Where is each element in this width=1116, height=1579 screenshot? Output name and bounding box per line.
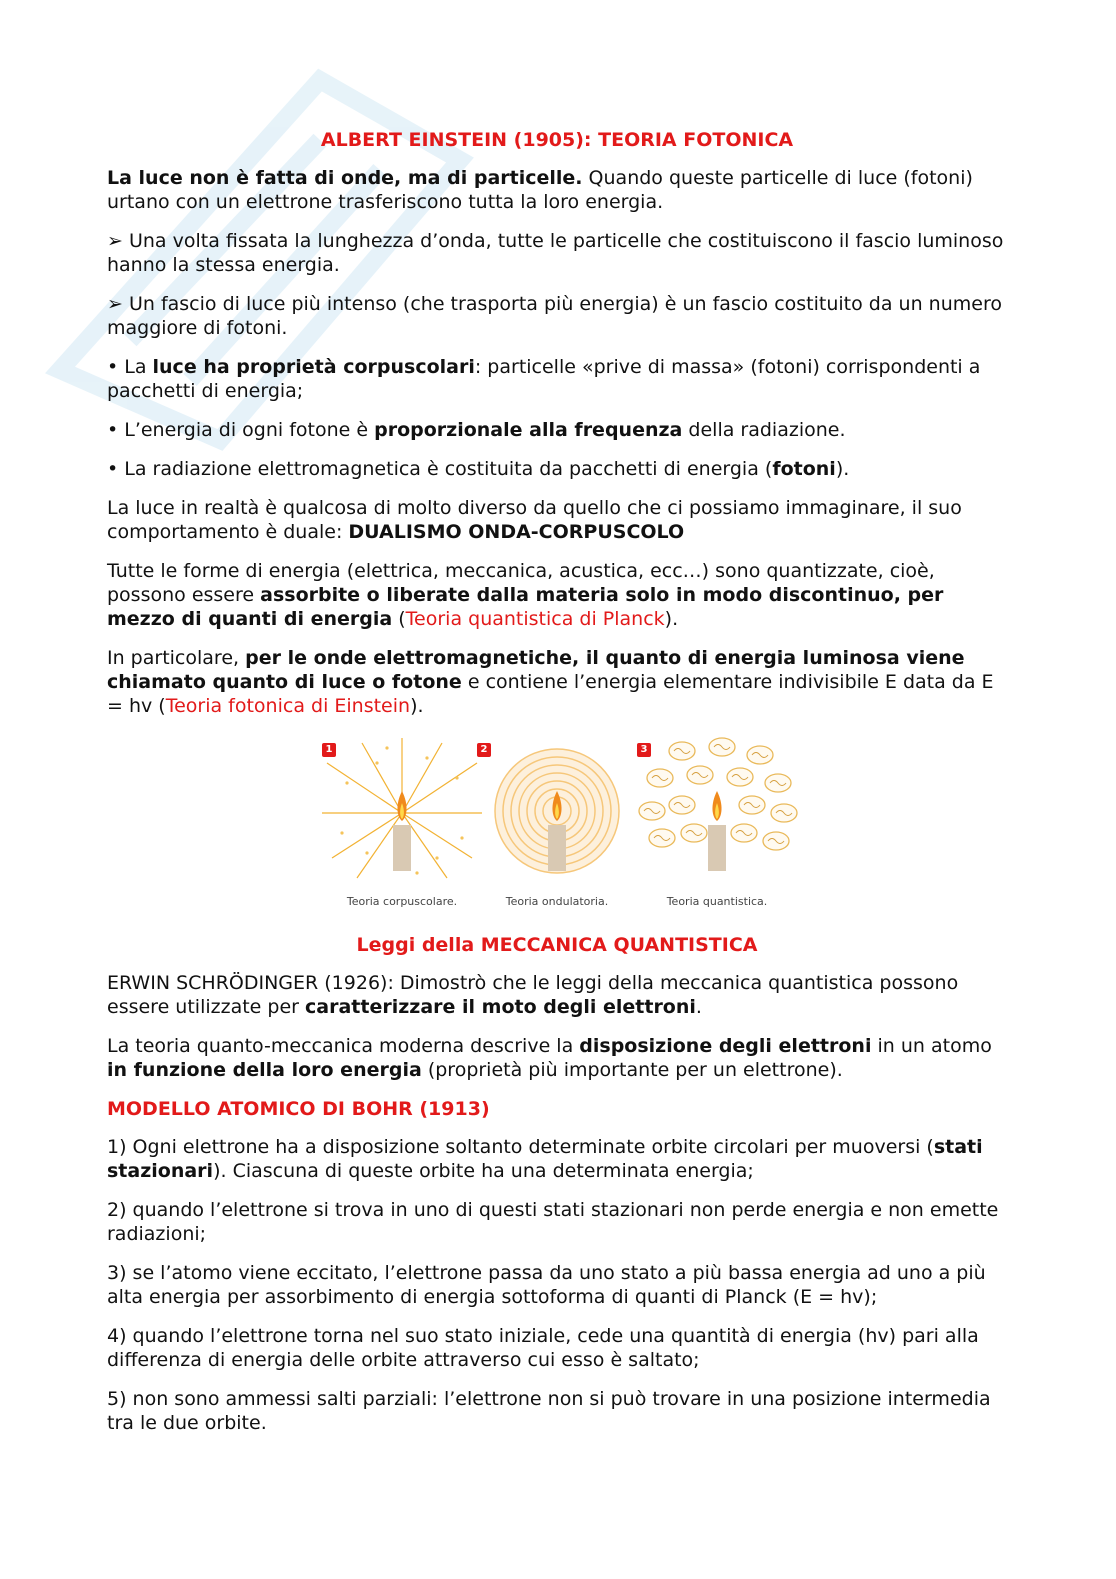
arrow-point-1: ➢ Una volta fissata la lunghezza d’onda, tutte le particelle che costituiscono il fascio luminoso hanno la stessa energia. [107, 230, 1004, 276]
light-theories-figure [107, 733, 1007, 923]
einstein-intro [107, 166, 1007, 214]
panel-number: 3 [637, 743, 651, 757]
photon-paragraph: In particolare, per le onde elettromagnetiche, il quanto di energia luminosa viene chiamato quanto di luce o fotone e contiene l’energia elementare indivisibile E data da E = hv (Teoria fotonica di Einstein). [107, 647, 994, 717]
panel-wave [472, 733, 642, 913]
bullet-frequency: • L’energia di ogni fotone è proporzionale alla frequenza della radiazione. [107, 419, 846, 441]
bohr-point-5: 5) non sono ammessi salti parziali: l’elettrone non si può trovare in una posizione intermedia tra le due orbite. [107, 1388, 991, 1434]
einstein-title: ALBERT EINSTEIN (1905): TEORIA FOTONICA [320, 129, 794, 151]
bohr-point-3: 3) se l’atomo viene eccitato, l’elettrone passa da uno stato a più bassa energia ad uno a più alta energia per assorbimento di energia sottoforma di quanti di Planck (E = hv); [107, 1262, 986, 1308]
panel-caption: Teoria ondulatoria. [505, 895, 609, 908]
bullet-photons: • La radiazione elettromagnetica è costituita da pacchetti di energia (fotoni). [107, 458, 850, 480]
bohr-point-4: 4) quando l’elettrone torna nel suo stato iniziale, cede una quantità di energia (hv) pari alla differenza di energia delle orbite attraverso cui esso è saltato; [107, 1325, 979, 1371]
dualism-paragraph: La luce in realtà è qualcosa di molto diverso da quello che ci possiamo immaginare, il suo comportamento è duale: DUALISMO ONDA-CORPUSCOLO [107, 497, 962, 543]
bohr-title: MODELLO ATOMICO DI BOHR (1913) [107, 1098, 490, 1120]
panel-caption: Teoria quantistica. [666, 895, 768, 908]
intro-bold: La luce non è fatta di onde, ma di particelle. [107, 167, 583, 189]
quantum-illustration [632, 733, 802, 893]
panel-number: 1 [322, 743, 336, 757]
arrow-point-2: ➢ Un fascio di luce più intenso (che trasporta più energia) è un fascio costituito da un numero maggiore di fotoni. [107, 293, 1002, 339]
quantum-theory-paragraph: La teoria quanto-meccanica moderna descrive la disposizione degli elettroni in un atomo in funzione della loro energia (proprietà più importante per un elettrone). [107, 1035, 992, 1081]
document-page [107, 128, 1007, 1450]
panel-number: 2 [477, 743, 491, 757]
schrodinger-paragraph: ERWIN SCHRÖDINGER (1926): Dimostrò che le leggi della meccanica quantistica possono essere utilizzate per caratterizzare il moto degli elettroni. [107, 972, 959, 1018]
bohr-point-1: 1) Ogni elettrone ha a disposizione soltanto determinate orbite circolari per muoversi (stati stazionari). Ciascuna di queste orbite ha una determinata energia; [107, 1136, 983, 1182]
panel-corpuscular [317, 733, 487, 913]
panel-caption: Teoria corpuscolare. [346, 895, 458, 908]
panel-quantum [632, 733, 802, 913]
wave-illustration [472, 733, 642, 893]
bohr-point-2: 2) quando l’elettrone si trova in uno di questi stati stazionari non perde energia e non emette radiazioni; [107, 1199, 999, 1245]
corpuscular-illustration [317, 733, 487, 893]
intro-rest: Quando queste particelle di luce (fotoni) urtano con un elettrone trasferiscono tutta la loro energia. [107, 167, 973, 213]
bullet-corpuscular: • La luce ha proprietà corpuscolari: particelle «prive di massa» (fotoni) corrispondenti a pacchetti di energia; [107, 356, 981, 402]
quantized-energy-paragraph: Tutte le forme di energia (elettrica, meccanica, acustica, ecc…) sono quantizzate, cioè, possono essere assorbite o liberate dalla materia solo in modo discontinuo, per mezzo di quanti di energia (Teoria quantistica di Planck). [107, 560, 944, 630]
quantum-title: Leggi della MECCANICA QUANTISTICA [356, 934, 758, 956]
